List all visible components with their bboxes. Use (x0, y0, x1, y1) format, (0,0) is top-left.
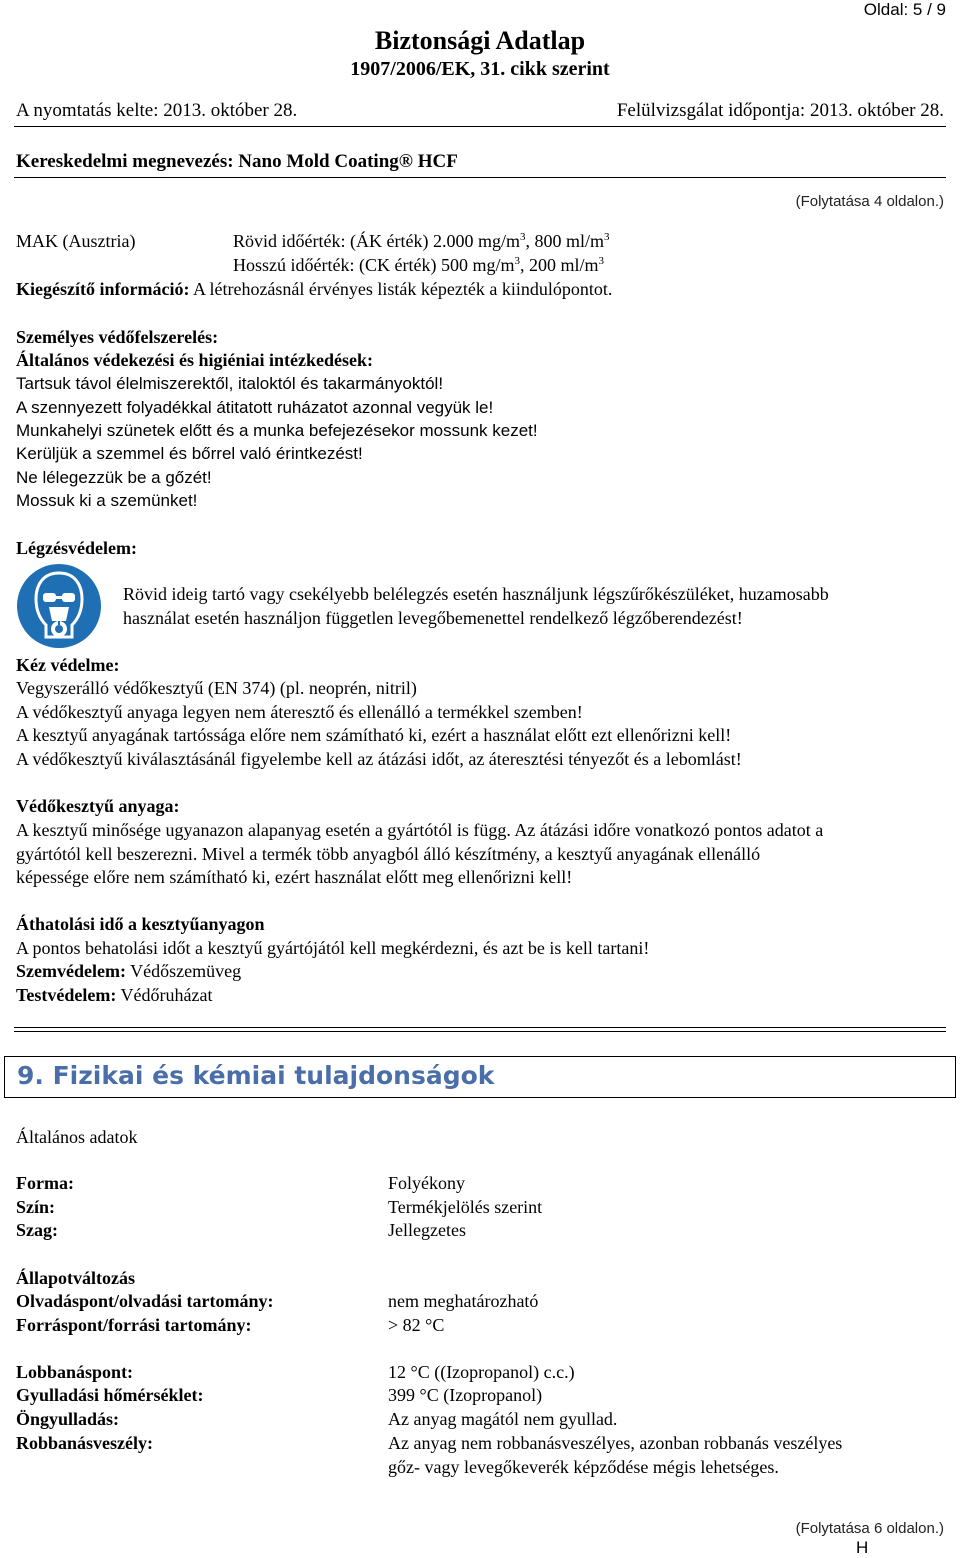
superscript: 3 (519, 231, 526, 243)
list-item: Tartsuk távol élelmiszerektől, italoktól és takarmányoktól! (16, 374, 444, 393)
property-value: Folyékony (388, 1173, 466, 1193)
general-measures-heading: Általános védekezési és higiéniai intézkedések: (16, 350, 373, 370)
additional-info-label: Kiegészítő információ: (16, 279, 190, 299)
mak-short-term (233, 230, 609, 253)
respiratory-heading: Légzésvédelem: (16, 538, 137, 558)
property-label: Állapotváltozás (16, 1268, 135, 1288)
property-label: Forma: (16, 1173, 74, 1193)
property-label: Lobbanáspont: (16, 1362, 134, 1382)
print-date: A nyomtatás kelte: 2013. október 28. (16, 100, 298, 121)
document-title: Biztonsági Adatlap (374, 26, 586, 55)
section-divider (14, 1027, 946, 1032)
mak-long-term (233, 254, 604, 277)
eye-protection (16, 960, 241, 983)
property-value: 399 °C (Izopropanol) (388, 1385, 543, 1405)
property-label: Robbanásveszély: (16, 1433, 154, 1453)
body-protection (16, 984, 212, 1007)
continued-from: (Folytatása 4 oldalon.) (795, 193, 944, 210)
list-item: A védőkesztyű anyaga legyen nem áteresztő és ellenálló a termékkel szemben! (16, 702, 583, 722)
eye-protection-label: Szemvédelem: (16, 961, 126, 981)
mak-short-term-mid: , 800 ml/m (525, 231, 604, 251)
penetration-heading: Áthatolási idő a kesztyűanyagon (16, 914, 265, 934)
additional-info (16, 278, 612, 301)
mak-short-term-text: Rövid időérték: (ÁK érték) 2.000 mg/m (233, 231, 520, 251)
mak-label: MAK (Ausztria) (16, 231, 136, 251)
section-9-title: 9. Fizikai és kémiai tulajdonságok (17, 1061, 495, 1090)
body-protection-label: Testvédelem: (16, 985, 117, 1005)
superscript: 3 (598, 255, 604, 267)
superscript: 3 (603, 231, 610, 243)
property-value: Az anyag magától nem gyullad. (388, 1409, 618, 1429)
property-value: Jellegzetes (388, 1220, 466, 1240)
review-date: Felülvizsgálat időpontja: 2013. október 28. (616, 100, 944, 121)
general-data-heading: Általános adatok (16, 1127, 138, 1147)
list-item: A szennyezett folyadékkal átitatott ruházatot azonnal vegyük le! (16, 398, 494, 417)
glove-material-line: képessége előre nem számítható ki, ezért használat előtt meg ellenőrizni kell! (16, 867, 573, 887)
header-divider (14, 126, 946, 127)
property-label: Szín: (16, 1197, 56, 1217)
property-value-continued: gőz- vagy levegőkeverék képződése mégis lehetséges. (388, 1457, 779, 1477)
property-value: > 82 °C (388, 1315, 445, 1335)
respirator-mask-icon (16, 563, 102, 649)
glove-material-line: gyártótól kell beszerezni. Mivel a termék több anyagból álló készítmény, a kesztyű anyagának ellenálló (16, 844, 761, 864)
list-item: A védőkesztyű kiválasztásánál figyelembe kell az átázási időt, az áteresztési tényezőt és a lebomlást! (16, 749, 742, 769)
respiratory-text-line: használat esetén használjon független levegőbemenettel rendelkező légzőberendezést! (123, 608, 743, 628)
glove-material-heading: Védőkesztyű anyaga: (16, 796, 180, 816)
section-9-header (4, 1056, 956, 1098)
ppe-heading: Személyes védőfelszerelés: (16, 327, 219, 347)
property-label: Szag: (16, 1220, 58, 1240)
trade-name-divider (14, 177, 946, 178)
list-item: Vegyszerálló védőkesztyű (EN 374) (pl. neoprén, nitril) (16, 678, 417, 698)
property-value: Az anyag nem robbanásveszélyes, azonban robbanás veszélyes (388, 1433, 843, 1453)
page-number: Oldal: 5 / 9 (863, 0, 946, 19)
penetration-text: A pontos behatolási időt a kesztyű gyártójától kell megkérdezni, és azt be is kell tartani! (16, 938, 650, 958)
list-item: Ne lélegezzük be a gőzét! (16, 468, 212, 487)
mak-long-term-text: Hosszú időérték: (CK érték) 500 mg/m (233, 255, 515, 275)
respiratory-text-line: Rövid ideig tartó vagy csekélyebb belélegzés esetén használjunk légszűrőkészüléket, huzamosabb (123, 584, 829, 604)
glove-material-line: A kesztyű minősége ugyanazon alapanyag esetén a gyártótól is függ. Az átázási időre vonatkozó pontos adatot a (16, 820, 824, 840)
body-protection-value: Védőruházat (116, 985, 213, 1005)
property-value: nem meghatározható (388, 1291, 539, 1311)
superscript: 3 (514, 255, 520, 267)
list-item: Munkahelyi szünetek előtt és a munka befejezésekor mossunk kezet! (16, 421, 538, 440)
property-label: Öngyulladás: (16, 1409, 120, 1429)
mak-long-term-mid: , 200 ml/m (519, 255, 599, 275)
list-item: A kesztyű anyagának tartóssága előre nem számítható ki, ezért a használat előtt ezt ellenőrizni kell! (16, 725, 732, 745)
hand-protection-heading: Kéz védelme: (16, 655, 120, 675)
footer-country-code: H (856, 1538, 869, 1557)
eye-protection-value: Védőszemüveg (125, 961, 242, 981)
continued-to: (Folytatása 6 oldalon.) (795, 1520, 944, 1537)
document-subtitle: 1907/2006/EK, 31. cikk szerint (350, 58, 610, 80)
property-value: Termékjelölés szerint (388, 1197, 543, 1217)
additional-info-text: A létrehozásnál érvényes listák képezték a kiindulópontot. (189, 279, 613, 299)
property-value: 12 °C ((Izopropanol) c.c.) (388, 1362, 575, 1382)
property-label: Forráspont/forrási tartomány: (16, 1315, 252, 1335)
list-item: Kerüljük a szemmel és bőrrel való érintkezést! (16, 444, 363, 463)
property-label: Gyulladási hőmérséklet: (16, 1385, 204, 1405)
trade-name: Kereskedelmi megnevezés: Nano Mold Coating® HCF (16, 151, 458, 172)
property-label: Olvadáspont/olvadási tartomány: (16, 1291, 274, 1311)
list-item: Mossuk ki a szemünket! (16, 491, 198, 510)
